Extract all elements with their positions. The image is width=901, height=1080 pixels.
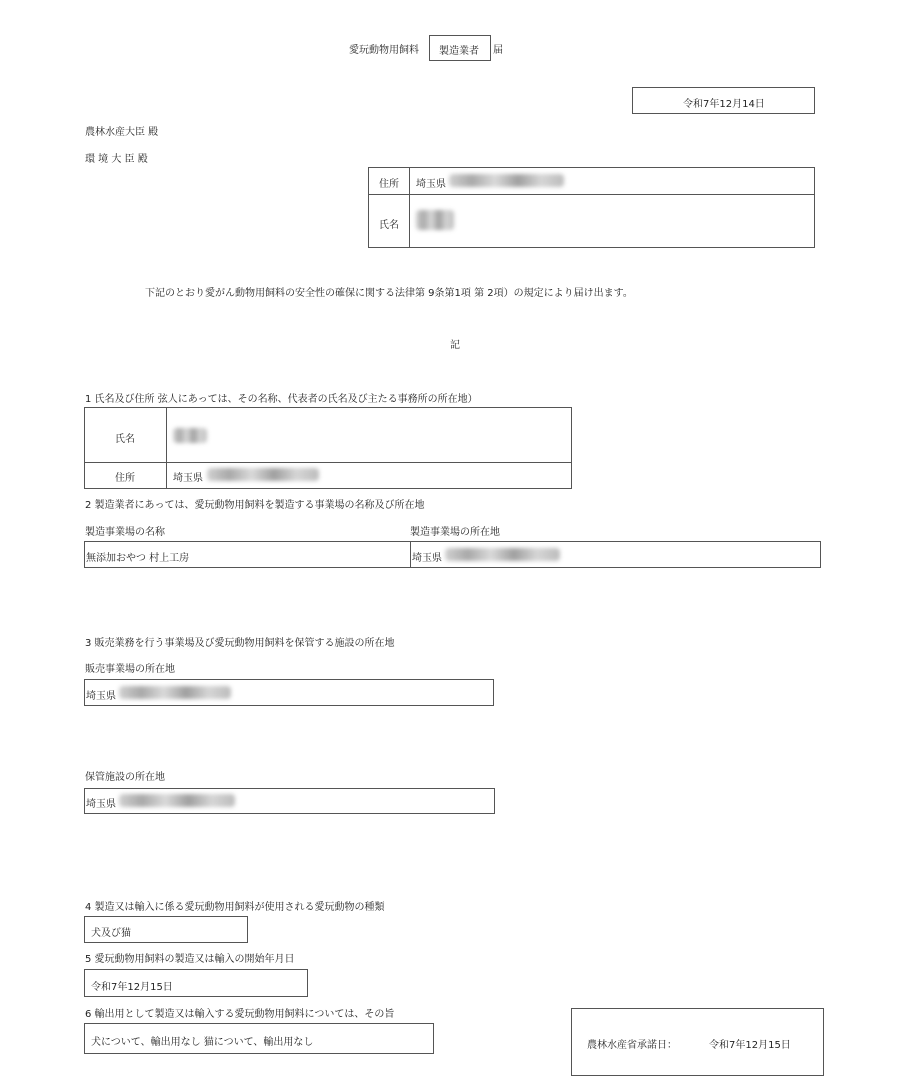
storage-location-label: 保管施設の所在地 (85, 772, 165, 783)
facility-address-label: 製造事業場の所在地 (410, 527, 500, 538)
facility-name-value: 無添加おやつ 村上工房 (86, 553, 190, 564)
storage-location-value: 埼玉県 (86, 799, 116, 810)
section6-value: 犬について、輸出用なし 猫について、輸出用なし (91, 1037, 314, 1048)
approval-date: 令和7年12月15日 (709, 1040, 791, 1051)
sales-location-label: 販売事業場の所在地 (85, 664, 175, 675)
applicant-address-value: 埼玉県 (416, 179, 446, 190)
approval-label: 農林水産省承諾日： (587, 1040, 677, 1051)
applicant-address-label: 住所 (379, 179, 399, 190)
section2-col-divider (410, 542, 411, 567)
applicant-name-label: 氏名 (379, 220, 399, 231)
applicant-row-divider (369, 194, 814, 195)
section1-address-value: 埼玉県 (173, 473, 203, 484)
section1-table (84, 407, 572, 489)
section4-box (84, 916, 248, 943)
redacted-facility-address (445, 548, 560, 561)
form-title-suffix: 届 (493, 45, 503, 56)
ki-heading: 記 (450, 340, 460, 351)
section5-heading: 5 愛玩動物用飼料の製造又は輸入の開始年月日 (85, 954, 295, 965)
section1-col-divider (166, 408, 167, 488)
submission-date-box (632, 87, 815, 114)
section4-heading: 4 製造又は輸入に係る愛玩動物用飼料が使用される愛玩動物の種類 (85, 902, 385, 913)
section6-box (84, 1023, 434, 1054)
facility-name-label: 製造事業場の名称 (85, 527, 165, 538)
section1-address-label: 住所 (115, 473, 135, 484)
section5-value: 令和7年12月15日 (91, 982, 173, 993)
applicant-box (368, 167, 815, 248)
redacted-storage-location (119, 794, 235, 807)
section1-row-divider (85, 462, 571, 463)
redacted-applicant-address (449, 174, 564, 187)
addressee-env: 環 境 大 臣 殿 (85, 154, 148, 165)
redacted-section1-address (207, 468, 319, 481)
form-title-box-text: 製造業者 (439, 46, 479, 57)
redacted-sales-location (119, 686, 231, 699)
form-title-prefix: 愛玩動物用飼料 (349, 45, 419, 56)
intro-text: 下記のとおり愛がん動物用飼料の安全性の確保に関する法律第 9条第1項 第 2項）の規定により届け出ます。 (145, 288, 633, 299)
redacted-section1-name (173, 428, 207, 443)
section6-heading: 6 輸出用として製造又は輸入する愛玩動物用飼料については、その旨 (85, 1009, 395, 1020)
section1-name-label: 氏名 (115, 434, 135, 445)
section3-heading: 3 販売業務を行う事業場及び愛玩動物用飼料を保管する施設の所在地 (85, 638, 395, 649)
section4-value: 犬及び猫 (91, 928, 131, 939)
applicant-col-divider (409, 168, 410, 247)
sales-location-value: 埼玉県 (86, 691, 116, 702)
form-title-box (429, 35, 491, 61)
section2-table (84, 541, 821, 568)
submission-date: 令和7年12月14日 (683, 99, 765, 110)
storage-location-box (84, 788, 495, 814)
facility-address-value: 埼玉県 (412, 553, 442, 564)
section5-box (84, 969, 308, 997)
sales-location-box (84, 679, 494, 706)
approval-box (571, 1008, 824, 1076)
section1-heading: 1 氏名及び住所 弦人にあっては、その名称、代表者の氏名及び主たる事務所の所在地） (85, 394, 478, 405)
addressee-maff: 農林水産大臣 殿 (85, 127, 159, 138)
redacted-applicant-name (416, 210, 454, 230)
section2-heading: 2 製造業者にあっては、愛玩動物用飼料を製造する事業場の名称及び所在地 (85, 500, 425, 511)
